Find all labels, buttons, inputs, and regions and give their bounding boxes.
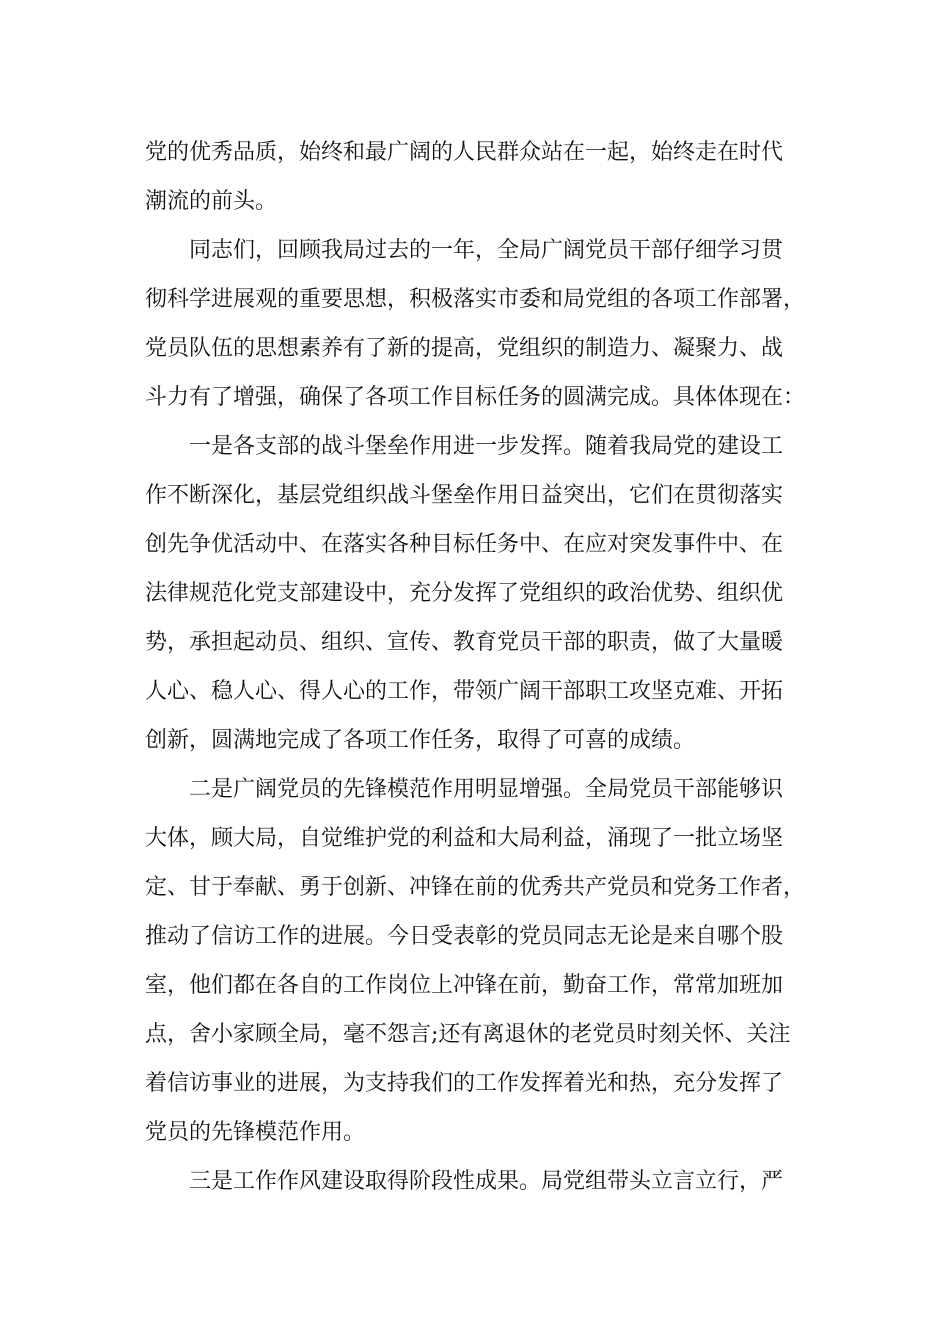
text-line: 党员的先锋模范作用。	[145, 1120, 366, 1145]
text-line: 党员队伍的思想素养有了新的提高，党组织的制造力、凝聚力、战	[145, 336, 784, 361]
text-line: 势，承担起动员、组织、宣传、教育党员干部的职责，做了大量暖	[145, 630, 784, 655]
text-line: 点，舍小家顾全局，毫不怨言;还有离退休的老党员时刻关怀、关注	[145, 1022, 791, 1047]
text-line: 室，他们都在各自的工作岗位上冲锋在前，勤奋工作，常常加班加	[145, 973, 784, 998]
text-line: 潮流的前头。	[145, 189, 278, 214]
paragraph-3	[145, 422, 813, 765]
text-line: 推动了信访工作的进展。今日受表彰的党员同志无论是来自哪个股	[145, 924, 784, 949]
paragraph-5	[145, 1157, 813, 1206]
paragraph-2	[145, 226, 813, 422]
text-line: 创先争优活动中、在落实各种目标任务中、在应对突发事件中、在	[145, 532, 784, 557]
text-line: 党的优秀品质，始终和最广阔的人民群众站在一起，始终走在时代	[145, 140, 784, 165]
text-line: 一是各支部的战斗堡垒作用进一步发挥。随着我局党的建设工	[145, 434, 784, 459]
text-line: 大体，顾大局，自觉维护党的利益和大局利益，涌现了一批立场坚	[145, 826, 784, 851]
text-line: 斗力有了增强，确保了各项工作目标任务的圆满完成。具体体现在：	[145, 385, 806, 410]
paragraph-1	[145, 128, 813, 226]
text-line: 着信访事业的进展，为支持我们的工作发挥着光和热，充分发挥了	[145, 1071, 784, 1096]
text-line: 法律规范化党支部建设中，充分发挥了党组织的政治优势、组织优	[145, 581, 784, 606]
paragraph-4	[145, 765, 813, 1157]
text-line: 同志们，回顾我局过去的一年，全局广阔党员干部仔细学习贯	[145, 238, 784, 263]
text-line: 二是广阔党员的先锋模范作用明显增强。全局党员干部能够识	[145, 777, 784, 802]
text-line: 作不断深化，基层党组织战斗堡垒作用日益突出，它们在贯彻落实	[145, 483, 784, 508]
document-body	[145, 128, 813, 1206]
text-line: 三是工作作风建设取得阶段性成果。局党组带头立言立行，严	[145, 1169, 784, 1194]
text-line: 彻科学进展观的重要思想，积极落实市委和局党组的各项工作部署，	[145, 287, 806, 312]
text-line: 创新，圆满地完成了各项工作任务，取得了可喜的成绩。	[145, 728, 696, 753]
text-line: 人心、稳人心、得人心的工作，带领广阔干部职工攻坚克难、开拓	[145, 679, 784, 704]
text-line: 定、甘于奉献、勇于创新、冲锋在前的优秀共产党员和党务工作者，	[145, 875, 806, 900]
